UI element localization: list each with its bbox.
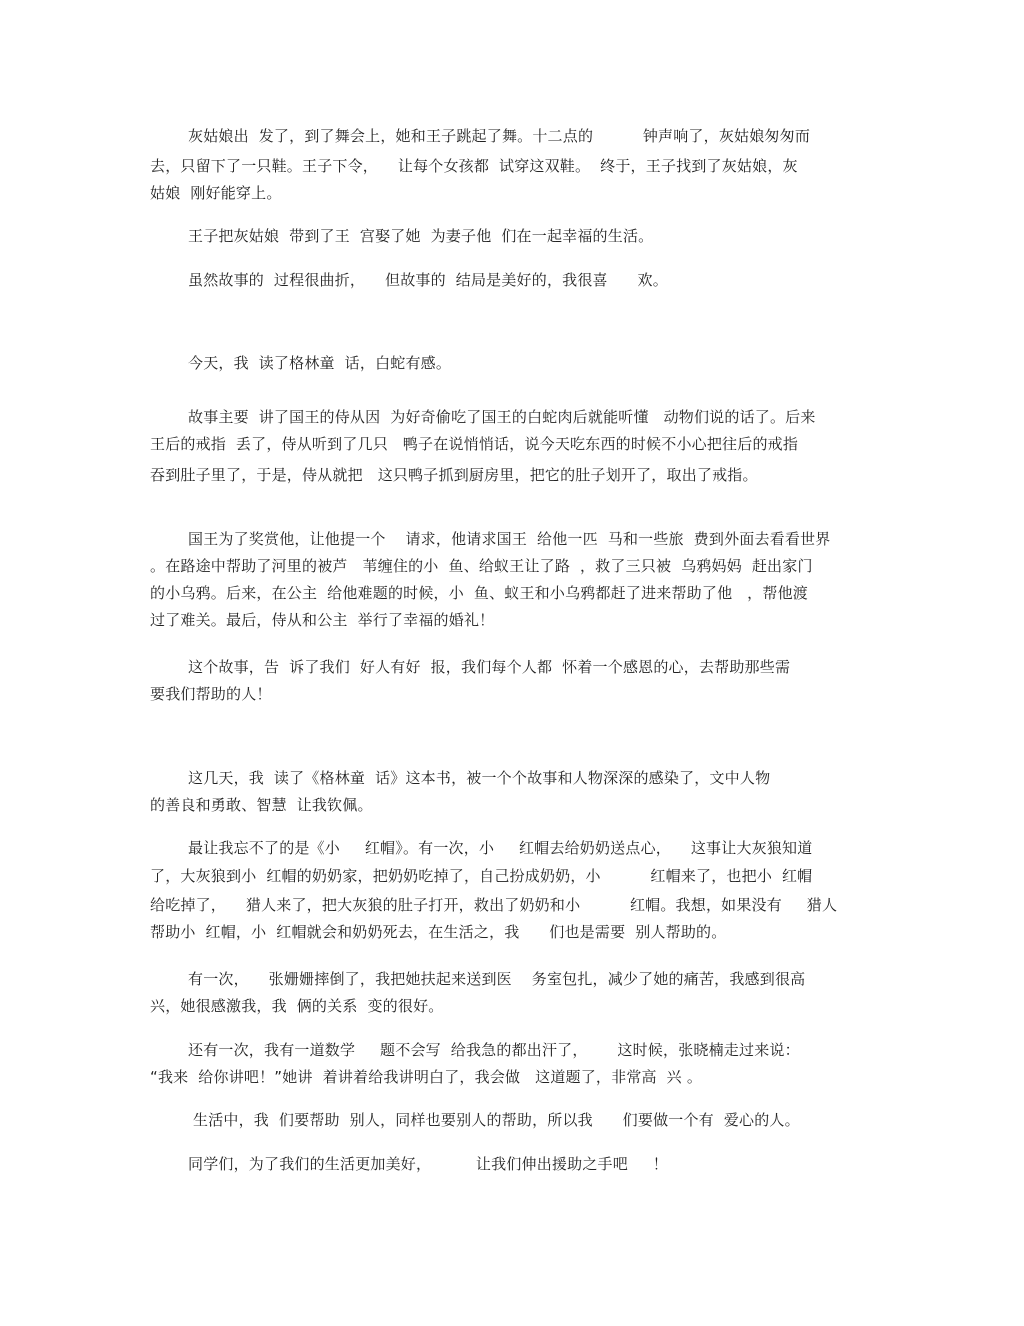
text-line: 的小乌鸦。后来，在公主 给他难题的时候，小 鱼、蚁王和小乌鸦都赶了进来帮助了他 ，帮他渡 <box>150 584 808 602</box>
text-line: 王后的戒指 丢了，侍从听到了几只 鸭子在说悄悄话，说今天吃东西的时候不小心把往后的戒指 <box>150 435 799 453</box>
text-line: 故事主要 讲了国王的侍从因 为好奇偷吃了国王的白蛇肉后就能听懂 动物们说的话了。后来 <box>188 408 816 426</box>
text-line: 同学们，为了我们的生活更加美好， 让我们伸出援助之手吧 ！ <box>188 1155 668 1173</box>
text-line: 有一次， 张姗姗摔倒了，我把她扶起来送到医 务室包扎，减少了她的痛苦，我感到很高 <box>188 970 806 988</box>
text-line: 给吃掉了， 猎人来了，把大灰狼的肚子打开，救出了奶奶和小 红帽。我想，如果没有 猎人 <box>150 896 838 914</box>
text-line: 去，只留下了一只鞋。王子下令， 让每个女孩都 试穿这双鞋。 终于，王子找到了灰姑娘，灰 <box>150 157 798 175</box>
text-line: 了，大灰狼到小 红帽的奶奶家，把奶奶吃掉了，自己扮成奶奶，小 红帽来了，也把小 红帽 <box>150 867 813 885</box>
text-line: “我来 给你讲吧！”她讲 着讲着给我讲明白了，我会做 这道题了，非常高 兴 。 <box>150 1068 703 1086</box>
text-line: 生活中，我 们要帮助 别人，同样也要别人的帮助，所以我 们要做一个有 爱心的人。 <box>193 1111 800 1129</box>
text-line: 这几天，我 读了《格林童 话》这本书，被一个个故事和人物深深的感染了，文中人物 <box>188 769 771 787</box>
text-line: 兴，她很感激我，我 俩的关系 变的很好。 <box>150 997 444 1015</box>
text-line: 吞到肚子里了，于是，侍从就把 这只鸭子抓到厨房里，把它的肚子划开了，取出了戒指。 <box>150 466 758 484</box>
text-line: 过了难关。最后，侍从和公主 举行了幸福的婚礼！ <box>150 611 495 629</box>
text-line: 灰姑娘出 发了，到了舞会上，她和王子跳起了舞。十二点的 钟声响了，灰姑娘匆匆而 <box>188 127 811 145</box>
text-line: 国王为了奖赏他，让他提一个 请求，他请求国王 给他一匹 马和一些旅 费到外面去看看世界 <box>188 530 831 548</box>
text-line: 。在路途中帮助了河里的被芦 苇缠住的小 鱼、给蚁王让了路 ，救了三只被 乌鸦妈妈 赶出家门 <box>150 557 813 575</box>
text-line: 王子把灰姑娘 带到了王 宫娶了她 为妻子他 们在一起幸福的生活。 <box>188 227 654 245</box>
text-line: 最让我忘不了的是《小 红帽》。有一次，小 红帽去给奶奶送点心， 这事让大灰狼知道 <box>188 839 813 857</box>
text-line: 姑娘 刚好能穿上。 <box>150 184 282 202</box>
text-line: 帮助小 红帽，小 红帽就会和奶奶死去，在生活之，我 们也是需要 别人帮助的。 <box>150 923 727 941</box>
text-line: 虽然故事的 过程很曲折， 但故事的 结局是美好的，我很喜 欢。 <box>188 271 668 289</box>
text-line: 要我们帮助的人！ <box>150 685 272 703</box>
text-line: 的善良和勇敢、智慧 让我钦佩。 <box>150 796 373 814</box>
text-line: 今天，我 读了格林童 话，白蛇有感。 <box>188 354 452 372</box>
text-line: 这个故事，告 诉了我们 好人有好 报，我们每个人都 怀着一个感恩的心，去帮助那些需 <box>188 658 791 676</box>
text-line: 还有一次，我有一道数学 题不会写 给我急的都出汗了， 这时候，张晓楠走过来说： <box>188 1041 800 1059</box>
